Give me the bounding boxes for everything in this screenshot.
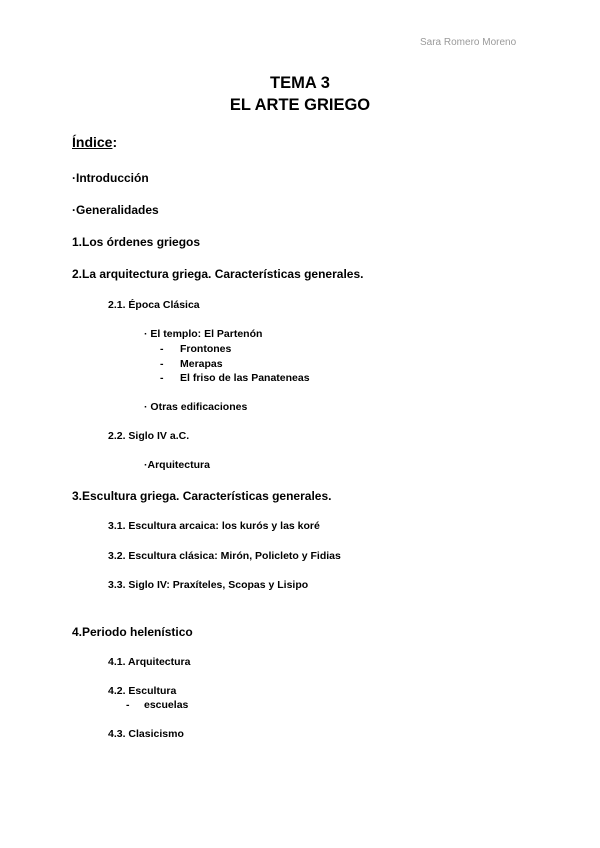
index-item-arquitectura-siglo-iv: ·Arquitectura (144, 459, 210, 471)
index-item-templo-partenon: · El templo: El Partenón (144, 328, 263, 340)
index-item-arquitectura-griega: 2.La arquitectura griega. Características generales. (72, 267, 364, 281)
title-line-2: EL ARTE GRIEGO (229, 96, 371, 114)
index-item-generalidades: ·Generalidades (72, 203, 159, 217)
index-item-escultura-arcaica: 3.1. Escultura arcaica: los kurós y las koré (108, 520, 320, 532)
index-item-siglo-iv-escultores: 3.3. Siglo IV: Praxíteles, Scopas y Lisipo (108, 579, 309, 591)
index-item-otras-edificaciones: · Otras edificaciones (144, 401, 248, 413)
index-heading-colon: : (112, 134, 118, 150)
bullet-dash: - (160, 343, 164, 355)
index-item-escultura-helenistica: 4.2. Escultura (108, 685, 177, 697)
index-item-escuelas: escuelas (144, 699, 189, 711)
index-heading (72, 134, 117, 150)
author-header: Sara Romero Moreno (420, 37, 517, 48)
index-item-epoca-clasica: 2.1. Época Clásica (108, 299, 200, 311)
index-item-siglo-iv-ac: 2.2. Siglo IV a.C. (108, 430, 190, 442)
bullet-dash: - (126, 699, 130, 711)
index-item-ordenes-griegos: 1.Los órdenes griegos (72, 235, 201, 249)
index-item-arquitectura-helenistica: 4.1. Arquitectura (108, 656, 191, 668)
bullet-dash: - (160, 358, 164, 370)
index-item-merapas: Merapas (180, 358, 223, 370)
index-item-frontones: Frontones (180, 343, 232, 355)
bullet-dash: - (160, 372, 164, 384)
index-item-periodo-helenistico: 4.Periodo helenístico (72, 625, 193, 639)
index-item-friso-panateneas: El friso de las Panateneas (180, 372, 310, 384)
index-item-escultura-clasica: 3.2. Escultura clásica: Mirón, Policleto y Fidias (108, 550, 341, 562)
title-line-1: TEMA 3 (270, 74, 330, 92)
index-heading-text: Índice (72, 134, 113, 150)
index-item-escultura-griega: 3.Escultura griega. Características generales. (72, 489, 332, 503)
index-item-clasicismo: 4.3. Clasicismo (108, 728, 184, 740)
index-item-introduccion: ·Introducción (72, 171, 149, 185)
